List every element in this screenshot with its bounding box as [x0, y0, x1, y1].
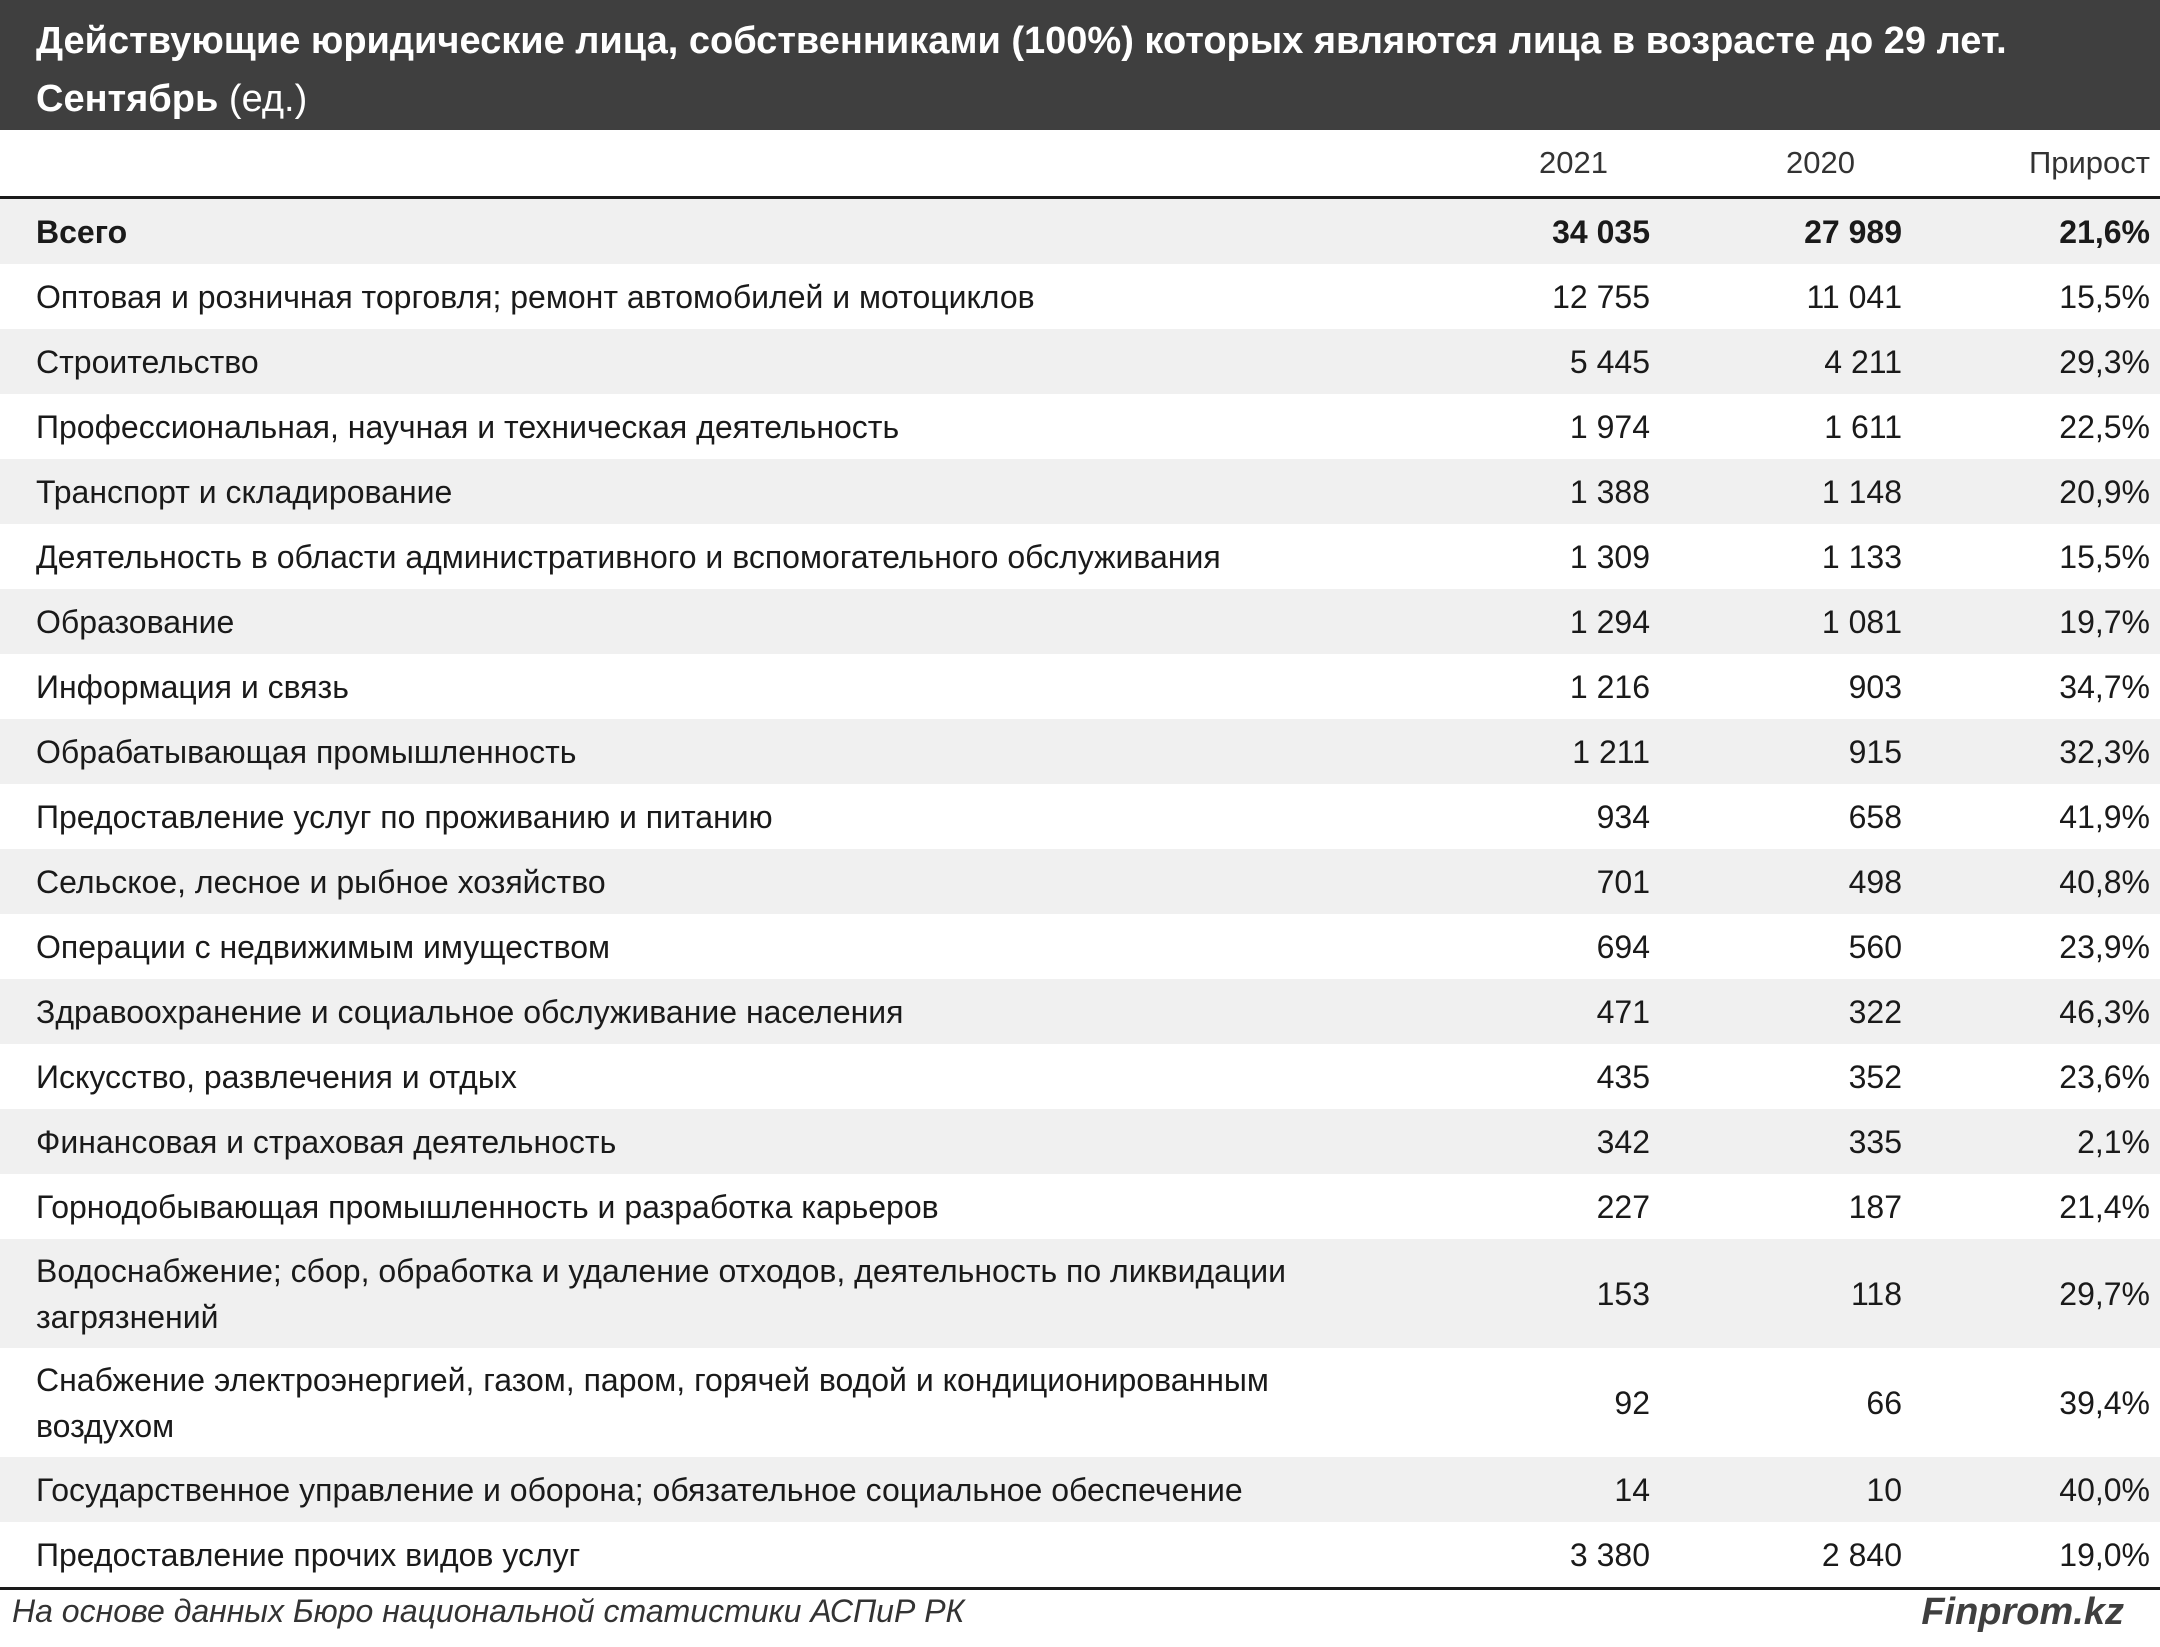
value-growth: 46,3% — [1920, 979, 2160, 1044]
value-growth: 40,0% — [1920, 1457, 2160, 1522]
value-2021: 153 — [1410, 1239, 1700, 1348]
value-2020: 498 — [1700, 849, 1920, 914]
value-2020: 1 148 — [1700, 459, 1920, 524]
value-growth: 23,6% — [1920, 1044, 2160, 1109]
row-label: Здравоохранение и социальное обслуживание населения — [0, 979, 1410, 1044]
table-row — [0, 1522, 2160, 1589]
value-2021: 1 309 — [1410, 524, 1700, 589]
row-label: Строительство — [0, 329, 1410, 394]
title-line-1: Действующие юридические лица, собственниками (100%) которых являются лица в возрасте до 29 лет. — [36, 20, 2007, 62]
header-growth: Прирост — [1920, 130, 2160, 198]
header-2021: 2021 — [1410, 130, 1700, 198]
title-month: Сентябрь — [36, 78, 219, 120]
value-2021: 34 035 — [1410, 198, 1700, 265]
table-row — [0, 1239, 2160, 1348]
value-2021: 1 216 — [1410, 654, 1700, 719]
value-2020: 658 — [1700, 784, 1920, 849]
table-row — [0, 849, 2160, 914]
table-header — [0, 130, 2160, 198]
value-2021: 1 211 — [1410, 719, 1700, 784]
value-2020: 11 041 — [1700, 264, 1920, 329]
value-2020: 915 — [1700, 719, 1920, 784]
header-2020: 2020 — [1700, 130, 1920, 198]
value-2020: 1 133 — [1700, 524, 1920, 589]
value-growth: 19,7% — [1920, 589, 2160, 654]
table-row — [0, 459, 2160, 524]
value-2021: 435 — [1410, 1044, 1700, 1109]
value-2021: 1 974 — [1410, 394, 1700, 459]
value-2021: 471 — [1410, 979, 1700, 1044]
row-label: Обрабатывающая промышленность — [0, 719, 1410, 784]
header-row — [0, 130, 2160, 198]
row-label: Профессиональная, научная и техническая деятельность — [0, 394, 1410, 459]
row-label: Операции с недвижимым имуществом — [0, 914, 1410, 979]
table-row — [0, 1457, 2160, 1522]
table-row — [0, 524, 2160, 589]
brand-logo: Finprom.kz — [1921, 1591, 2124, 1633]
table-body — [0, 198, 2160, 1589]
row-label: Искусство, развлечения и отдых — [0, 1044, 1410, 1109]
value-2021: 342 — [1410, 1109, 1700, 1174]
value-2021: 92 — [1410, 1348, 1700, 1457]
row-label: Деятельность в области административного и вспомогательного обслуживания — [0, 524, 1410, 589]
row-label: Оптовая и розничная торговля; ремонт автомобилей и мотоциклов — [0, 264, 1410, 329]
value-growth: 29,3% — [1920, 329, 2160, 394]
table-row-total — [0, 198, 2160, 265]
value-2021: 12 755 — [1410, 264, 1700, 329]
value-growth: 22,5% — [1920, 394, 2160, 459]
value-growth: 41,9% — [1920, 784, 2160, 849]
value-2021: 934 — [1410, 784, 1700, 849]
row-label: Снабжение электроэнергией, газом, паром, горячей водой и кондиционированным воздухом — [0, 1348, 1410, 1457]
value-2020: 66 — [1700, 1348, 1920, 1457]
value-growth: 20,9% — [1920, 459, 2160, 524]
table-row — [0, 589, 2160, 654]
value-2021: 1 294 — [1410, 589, 1700, 654]
value-2020: 1 081 — [1700, 589, 1920, 654]
value-2021: 5 445 — [1410, 329, 1700, 394]
value-2020: 10 — [1700, 1457, 1920, 1522]
value-2020: 2 840 — [1700, 1522, 1920, 1589]
table-row — [0, 784, 2160, 849]
value-2020: 560 — [1700, 914, 1920, 979]
table-row — [0, 654, 2160, 719]
row-label: Образование — [0, 589, 1410, 654]
value-2020: 903 — [1700, 654, 1920, 719]
value-2021: 1 388 — [1410, 459, 1700, 524]
value-2020: 322 — [1700, 979, 1920, 1044]
table-row — [0, 1044, 2160, 1109]
header-label — [0, 130, 1410, 198]
value-growth: 23,9% — [1920, 914, 2160, 979]
value-2021: 701 — [1410, 849, 1700, 914]
value-2021: 694 — [1410, 914, 1700, 979]
table-row — [0, 264, 2160, 329]
data-table — [0, 130, 2160, 1590]
value-2021: 227 — [1410, 1174, 1700, 1239]
value-growth: 32,3% — [1920, 719, 2160, 784]
value-2020: 352 — [1700, 1044, 1920, 1109]
row-label: Горнодобывающая промышленность и разработка карьеров — [0, 1174, 1410, 1239]
table-row — [0, 329, 2160, 394]
row-label: Предоставление прочих видов услуг — [0, 1522, 1410, 1589]
value-growth: 40,8% — [1920, 849, 2160, 914]
value-growth: 21,4% — [1920, 1174, 2160, 1239]
value-growth: 19,0% — [1920, 1522, 2160, 1589]
row-label: Предоставление услуг по проживанию и питанию — [0, 784, 1410, 849]
value-growth: 39,4% — [1920, 1348, 2160, 1457]
table-title — [0, 0, 2160, 130]
row-label: Всего — [0, 198, 1410, 265]
title-unit: (ед.) — [218, 78, 308, 120]
value-2020: 1 611 — [1700, 394, 1920, 459]
value-2021: 3 380 — [1410, 1522, 1700, 1589]
value-2020: 187 — [1700, 1174, 1920, 1239]
value-2021: 14 — [1410, 1457, 1700, 1522]
row-label: Транспорт и складирование — [0, 459, 1410, 524]
value-growth: 15,5% — [1920, 524, 2160, 589]
row-label: Информация и связь — [0, 654, 1410, 719]
value-2020: 118 — [1700, 1239, 1920, 1348]
table-row — [0, 1109, 2160, 1174]
table-row — [0, 914, 2160, 979]
source-note: На основе данных Бюро национальной статистики АСПиР РК — [12, 1593, 965, 1629]
table-row — [0, 719, 2160, 784]
value-2020: 4 211 — [1700, 329, 1920, 394]
footer — [0, 1585, 2160, 1647]
value-growth: 2,1% — [1920, 1109, 2160, 1174]
value-growth: 15,5% — [1920, 264, 2160, 329]
table-row — [0, 394, 2160, 459]
table-row — [0, 979, 2160, 1044]
value-2020: 27 989 — [1700, 198, 1920, 265]
table-row — [0, 1348, 2160, 1457]
value-growth: 21,6% — [1920, 198, 2160, 265]
row-label: Сельское, лесное и рыбное хозяйство — [0, 849, 1410, 914]
row-label: Водоснабжение; сбор, обработка и удаление отходов, деятельность по ликвидации загрязнений — [0, 1239, 1410, 1348]
title-line-2 — [36, 70, 2124, 128]
table-row — [0, 1174, 2160, 1239]
value-2020: 335 — [1700, 1109, 1920, 1174]
value-growth: 34,7% — [1920, 654, 2160, 719]
row-label: Государственное управление и оборона; обязательное социальное обеспечение — [0, 1457, 1410, 1522]
row-label: Финансовая и страховая деятельность — [0, 1109, 1410, 1174]
value-growth: 29,7% — [1920, 1239, 2160, 1348]
